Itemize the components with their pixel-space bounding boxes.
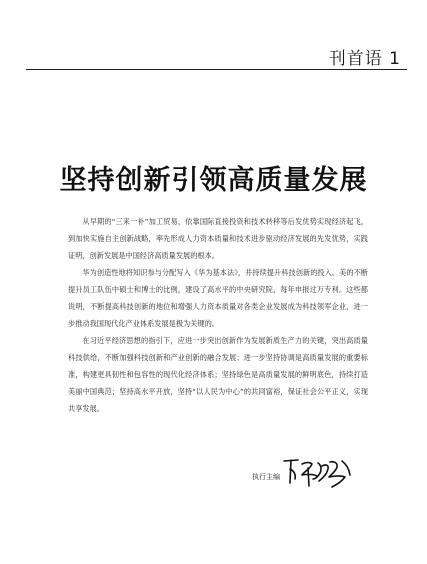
paragraph-2: 华为创造性地将知识参与分配写入《华为基本法》，并持续提升科技创新的投入。美的不断提升员工队伍中硕士和博士的比例，建设了高水平的中央研究院，每年申报过万专利。这些都说明，不断提高科技创新的地位和增强人力资本质量对各类企业发展成为科技领军企业，进一步推动我国现代化产业体系发展是极为关键的。 (68, 268, 368, 328)
article-title: 坚持创新引领高质量发展 (59, 165, 368, 196)
signature-label: 执行主编 (252, 473, 280, 481)
paragraph-1: 从早期的“三来一补”加工贸易，依靠国际直接投资和技术转移等后发优势实现经济起飞，到加快实施自主创新战略，率先形成人力资本质量和技术进步驱动经济发展的先发优势，实践证明，创新发展是中国经济高质量发展的根本。 (68, 217, 368, 260)
header-divider (26, 69, 407, 70)
section-header: 刊首语 1 (328, 49, 401, 69)
article-body (68, 213, 368, 417)
paragraph-3: 在习近平经济思想的指引下，应进一步突出创新作为发展新质生产力的关键，突出高质量科技供给，不断加强科技创新和产业创新的融合发展；进一步坚持协调是高质量发展的重要标准，构建更具韧性和包容性的现代化经济体系；坚持绿色是高质量发展的鲜明底色，持续打造美丽中国典范；坚持高水平开放，坚持“以人民为中心”的共同富裕，保证社会公平正义，实现共享发展。 (68, 336, 368, 413)
handwritten-signature-icon (282, 455, 354, 489)
